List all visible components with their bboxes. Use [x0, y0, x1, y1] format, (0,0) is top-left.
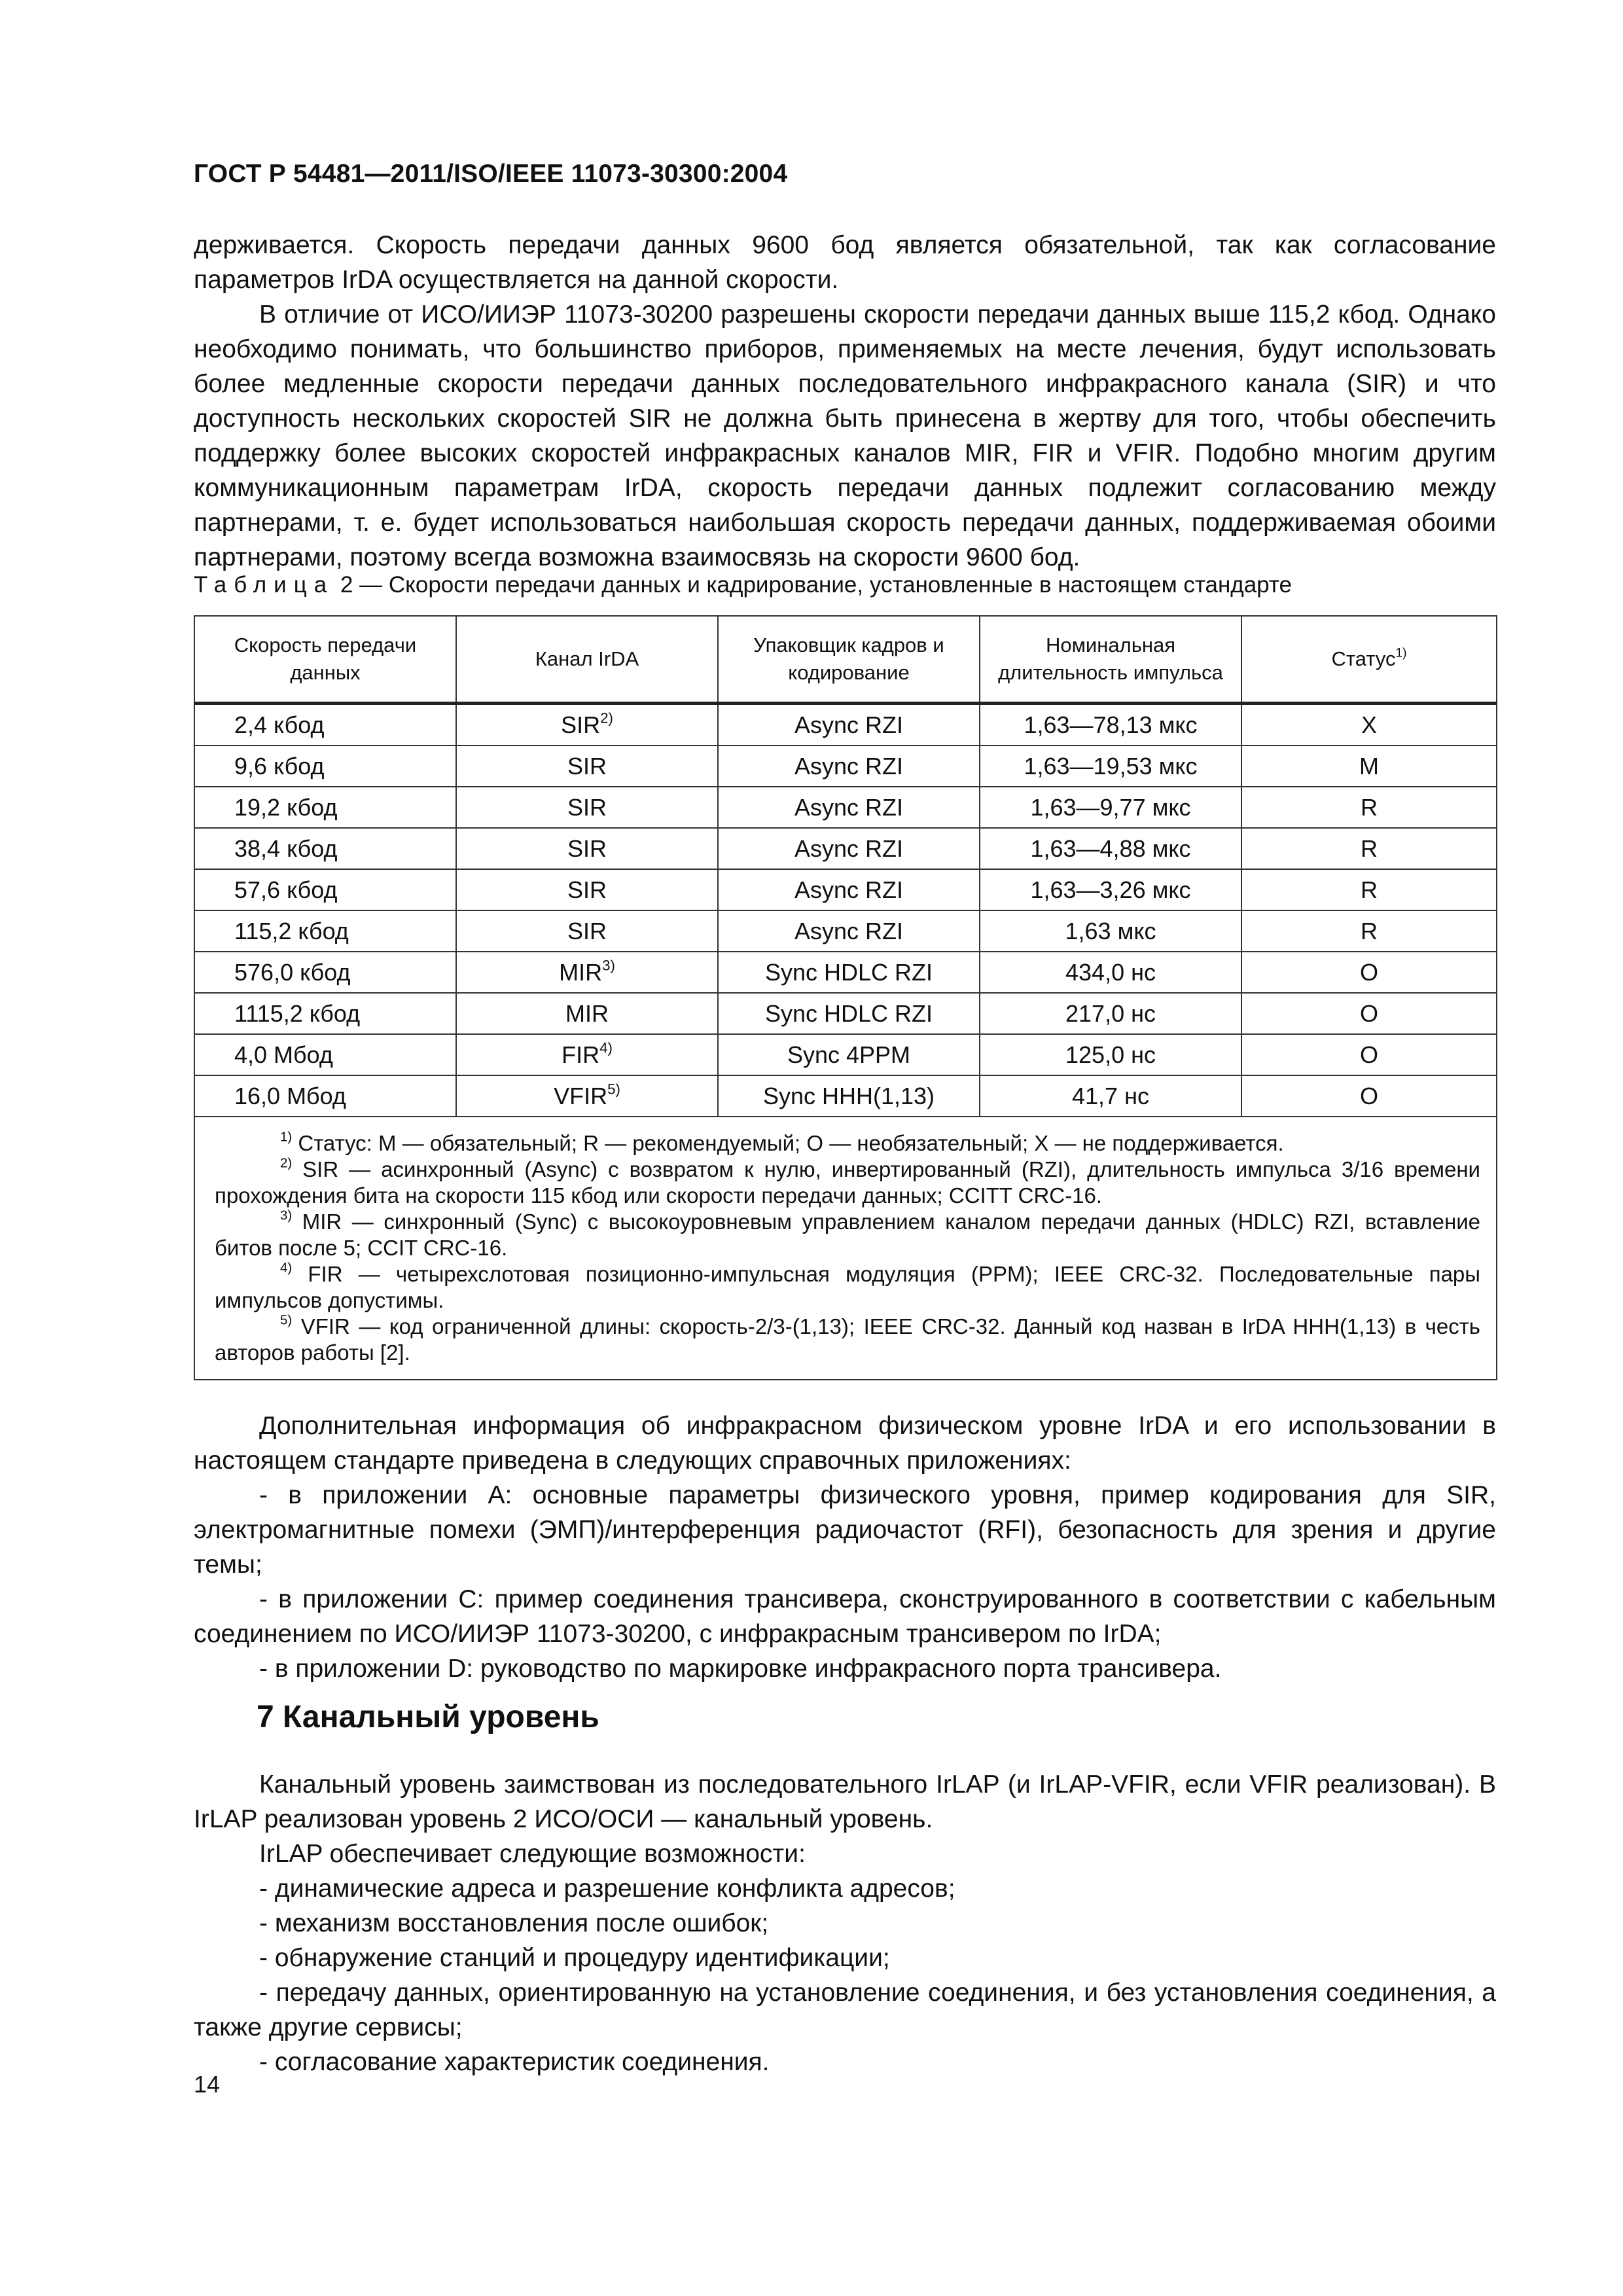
cell-speed: 57,6 кбод — [194, 869, 456, 910]
footnote-mark: 5) — [607, 1080, 620, 1097]
intro-paragraph-2: В отличие от ИСО/ИИЭР 11073-30200 разрешены скорости передачи данных выше 115,2 кбод. Однако необходимо понимать, что большинство приборов, применяемых на месте лечения, будут использовать более медленные скорости передачи данных последовательного инфракрасного канала (SIR) и что доступность нескольких скоростей SIR не должна быть принесена в жертву для того, чтобы обеспечить поддержку более высоких скоростей инфракрасных каналов MIR, FIR и VFIR. Подобно многим другим коммуникационным параметрам IrDA, скорость передачи данных подлежит согласованию между партнерами, т. е. будет использоваться наибольшая скорость передачи данных, поддерживаемая обоими партнерами, поэтому всегда возможна взаимосвязь на скорости 9600 бод. — [194, 300, 1496, 571]
cell-channel-text: VFIR — [554, 1082, 608, 1109]
cell-pulse: 1,63—9,77 мкс — [980, 787, 1241, 828]
table-row — [194, 910, 1497, 952]
cell-speed: 576,0 кбод — [194, 952, 456, 993]
footnote-mark: 5) — [280, 1312, 293, 1328]
header-channel: Канал IrDA — [456, 616, 718, 704]
footnote-text: SIR — асинхронный (Async) с возвратом к нулю, инвертированный (RZI), длительность импульса 3/16 времени прохождения бита на скорости 115 кбод или скорости передачи данных; CCITT CRC-16. — [215, 1157, 1480, 1208]
page-number: 14 — [194, 2071, 221, 2098]
cell-speed: 16,0 Мбод — [194, 1075, 456, 1117]
cell-framing: Sync 4PPM — [718, 1034, 980, 1075]
footnote-mark: 3) — [280, 1208, 293, 1223]
section-body — [194, 1767, 1496, 2079]
table-row — [194, 828, 1497, 869]
cell-channel — [456, 910, 718, 952]
cell-channel-text: FIR — [562, 1041, 600, 1068]
table-footnote — [215, 1314, 1480, 1366]
document-header: ГОСТ Р 54481—2011/ISO/IEEE 11073-30300:2004 — [194, 160, 788, 188]
cell-channel — [456, 952, 718, 993]
annex-item: - в приложении D: руководство по маркировке инфракрасного порта трансивера. — [259, 1655, 1222, 1683]
footnote-mark: 2) — [280, 1155, 293, 1171]
annex-item: - в приложении А: основные параметры физического уровня, пример кодирования для SIR, электромагнитные помехи (ЭМП)/интерференция радиочастот (RFI), безопасность для зрения и другие темы; — [194, 1481, 1496, 1579]
cell-pulse: 217,0 нс — [980, 993, 1241, 1034]
intro-paragraph-1: держивается. Скорость передачи данных 9600 бод является обязательной, так как согласование параметров IrDA осуществляется на данной скорости. — [194, 231, 1496, 294]
intro-text — [194, 228, 1496, 575]
annex-item: - в приложении С: пример соединения трансивера, сконструированного в соответствии с кабельным соединением по ИСО/ИИЭР 11073-30200, с инфракрасным трансивером по IrDA; — [194, 1585, 1496, 1648]
table-caption-word: Таблица — [194, 572, 334, 598]
section-paragraph: IrLAP обеспечивает следующие возможности: — [259, 1840, 806, 1868]
section-list-item: - механизм восстановления после ошибок; — [259, 1909, 769, 1937]
table-footnote — [215, 1157, 1480, 1209]
cell-channel-text: SIR — [567, 917, 607, 944]
cell-pulse: 1,63 мкс — [980, 910, 1241, 952]
cell-pulse: 1,63—4,88 мкс — [980, 828, 1241, 869]
cell-speed: 115,2 кбод — [194, 910, 456, 952]
cell-framing: Async RZI — [718, 869, 980, 910]
cell-channel — [456, 828, 718, 869]
cell-status: R — [1241, 787, 1497, 828]
footnote-text: FIR — четырехслотовая позиционно-импульсная модуляция (PPM); IEEE CRC-32. Последовательные пары импульсов допустимы. — [215, 1262, 1480, 1312]
table-row — [194, 1075, 1497, 1117]
cell-status: M — [1241, 745, 1497, 787]
table-row — [194, 787, 1497, 828]
cell-channel — [456, 869, 718, 910]
cell-channel-text: SIR — [567, 793, 607, 821]
cell-speed: 9,6 кбод — [194, 745, 456, 787]
table-row — [194, 869, 1497, 910]
cell-speed: 38,4 кбод — [194, 828, 456, 869]
section-paragraph: Канальный уровень заимствован из последовательного IrLAP (и IrLAP-VFIR, если VFIR реализован). В IrLAP реализован уровень 2 ИСО/ОСИ — канальный уровень. — [194, 1770, 1496, 1833]
section-list-item: - передачу данных, ориентированную на установление соединения, и без установления соединения, а также другие сервисы; — [194, 1979, 1496, 2041]
cell-status: X — [1241, 704, 1497, 746]
cell-status: O — [1241, 1034, 1497, 1075]
table-row — [194, 952, 1497, 993]
cell-framing: Async RZI — [718, 704, 980, 746]
data-rate-table — [194, 615, 1497, 1380]
cell-status: O — [1241, 1075, 1497, 1117]
cell-channel — [456, 993, 718, 1034]
cell-channel — [456, 704, 718, 746]
table-caption — [194, 571, 1292, 600]
footnote-mark: 4) — [599, 1039, 613, 1056]
footnote-mark: 3) — [602, 956, 615, 973]
cell-channel-text: MIR — [565, 999, 609, 1027]
cell-channel-text: SIR — [567, 752, 607, 780]
header-framing: Упаковщик кадров и кодирование — [718, 616, 980, 704]
section-title: 7 Канальный уровень — [257, 1700, 599, 1734]
cell-speed: 1115,2 кбод — [194, 993, 456, 1034]
cell-framing: Async RZI — [718, 787, 980, 828]
cell-status: O — [1241, 993, 1497, 1034]
cell-framing: Async RZI — [718, 828, 980, 869]
section-list-item: - динамические адреса и разрешение конфликта адресов; — [259, 1874, 955, 1903]
cell-status: R — [1241, 869, 1497, 910]
table-footnote — [215, 1209, 1480, 1261]
cell-pulse: 434,0 нс — [980, 952, 1241, 993]
cell-framing: Async RZI — [718, 745, 980, 787]
header-status-label: Статус — [1331, 647, 1396, 670]
cell-channel — [456, 745, 718, 787]
cell-pulse: 1,63—3,26 мкс — [980, 869, 1241, 910]
cell-framing: Sync HHH(1,13) — [718, 1075, 980, 1117]
table-notes — [194, 1117, 1497, 1380]
cell-speed: 19,2 кбод — [194, 787, 456, 828]
table-body — [194, 704, 1497, 1117]
cell-speed: 4,0 Мбод — [194, 1034, 456, 1075]
cell-channel-text: SIR — [567, 834, 607, 862]
cell-framing: Sync HDLC RZI — [718, 952, 980, 993]
header-status-footnote-mark: 1) — [1395, 646, 1407, 660]
footnote-text: VFIR — код ограниченной длины: скорость-2/3-(1,13); IEEE CRC-32. Данный код назван в IrDA HHH(1,13) в честь авторов работы [2]. — [215, 1314, 1480, 1365]
section-list-item: - согласование характеристик соединения. — [259, 2048, 770, 2076]
footnote-text: Статус: M — обязательный; R — рекомендуемый; O — необязательный; X — не поддерживается. — [298, 1131, 1284, 1155]
cell-framing: Sync HDLC RZI — [718, 993, 980, 1034]
footnote-mark: 1) — [280, 1129, 293, 1145]
cell-pulse: 1,63—78,13 мкс — [980, 704, 1241, 746]
table-row — [194, 993, 1497, 1034]
table-row — [194, 745, 1497, 787]
cell-status: R — [1241, 828, 1497, 869]
table-notes-row — [194, 1117, 1497, 1380]
header-pulse: Номинальная длительность импульса — [980, 616, 1241, 704]
table-header-row — [194, 616, 1497, 704]
cell-pulse: 125,0 нс — [980, 1034, 1241, 1075]
cell-channel-text: SIR — [561, 711, 601, 738]
cell-channel — [456, 1034, 718, 1075]
cell-channel-text: MIR — [559, 958, 603, 986]
cell-status: R — [1241, 910, 1497, 952]
table-footnote — [215, 1130, 1480, 1157]
header-speed: Скорость передачи данных — [194, 616, 456, 704]
header-status — [1241, 616, 1497, 704]
cell-framing: Async RZI — [718, 910, 980, 952]
footnote-mark: 4) — [280, 1260, 293, 1276]
footnote-mark: 2) — [600, 709, 613, 726]
table-row — [194, 1034, 1497, 1075]
cell-channel — [456, 787, 718, 828]
table-footnote — [215, 1261, 1480, 1314]
cell-status: O — [1241, 952, 1497, 993]
cell-pulse: 41,7 нс — [980, 1075, 1241, 1117]
annex-intro: Дополнительная информация об инфракрасном физическом уровне IrDA и его использовании в настоящем стандарте приведена в следующих справочных приложениях: — [194, 1412, 1496, 1475]
cell-pulse: 1,63—19,53 мкс — [980, 745, 1241, 787]
cell-channel-text: SIR — [567, 876, 607, 903]
annex-references — [194, 1408, 1496, 1686]
table-caption-text: 2 — Скорости передачи данных и кадрирование, установленные в настоящем стандарте — [340, 572, 1292, 598]
table-row — [194, 704, 1497, 746]
cell-speed: 2,4 кбод — [194, 704, 456, 746]
section-list-item: - обнаружение станций и процедуру идентификации; — [259, 1944, 890, 1972]
footnote-text: MIR — синхронный (Sync) с высокоуровневым управлением каналом передачи данных (HDLC) RZI, вставление битов после 5; CCIT CRC-16. — [215, 1210, 1481, 1260]
cell-channel — [456, 1075, 718, 1117]
